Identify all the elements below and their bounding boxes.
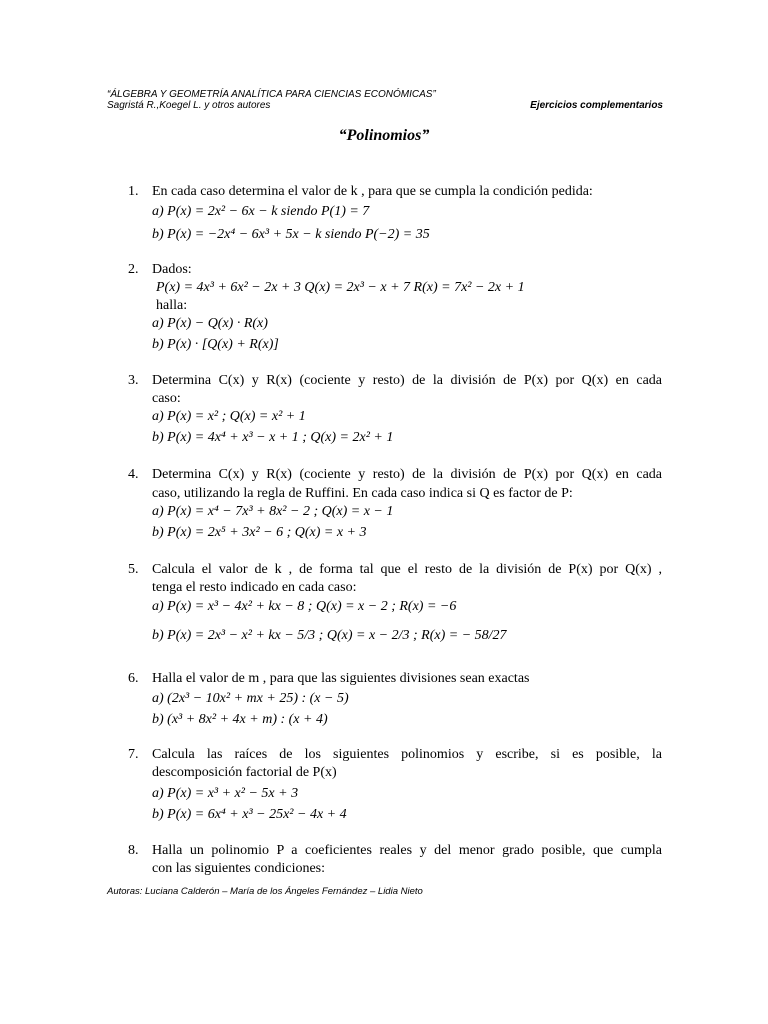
exercise-7-text-2: descomposición factorial de P(x) <box>152 765 337 780</box>
header-authors-row <box>107 100 663 111</box>
exercise-5-text-1: Calcula el valor de k , de forma tal que el resto de la división de P(x) por Q(x) , <box>152 562 662 577</box>
exercise-5-a: a) P(x) = x³ − 4x² + kx − 8 ; Q(x) = x − 2 ; R(x) = −6 <box>152 599 457 614</box>
exercise-1-b: b) P(x) = −2x⁴ − 6x³ + 5x − k siendo P(−2) = 35 <box>152 227 430 242</box>
exercise-4-number: 4. <box>128 467 139 482</box>
exercise-1-number: 1. <box>128 184 139 199</box>
exercise-4-text-1: Determina C(x) y R(x) (cociente y resto) de la división de P(x) por Q(x) en cada <box>152 467 662 482</box>
exercise-2-polys: P(x) = 4x³ + 6x² − 2x + 3 Q(x) = 2x³ − x + 7 R(x) = 7x² − 2x + 1 <box>156 280 525 295</box>
exercise-4-a: a) P(x) = x⁴ − 7x³ + 8x² − 2 ; Q(x) = x − 1 <box>152 504 394 519</box>
exercise-5-text-2: tenga el resto indicado en cada caso: <box>152 580 357 595</box>
exercise-8-number: 8. <box>128 843 139 858</box>
exercise-1-a: a) P(x) = 2x² − 6x − k siendo P(1) = 7 <box>152 204 370 219</box>
exercise-5-number: 5. <box>128 562 139 577</box>
exercise-7-b: b) P(x) = 6x⁴ + x³ − 25x² − 4x + 4 <box>152 807 347 822</box>
exercise-4-text-2: caso, utilizando la regla de Ruffini. En cada caso indica si Q es factor de P: <box>152 486 573 501</box>
footer-authors: Autoras: Luciana Calderón – María de los Ángeles Fernández – Lidia Nieto <box>107 886 423 897</box>
exercise-7-number: 7. <box>128 747 139 762</box>
exercise-3-b: b) P(x) = 4x⁴ + x³ − x + 1 ; Q(x) = 2x² + 1 <box>152 430 394 445</box>
exercise-1-text: En cada caso determina el valor de k , para que se cumpla la condición pedida: <box>152 184 593 199</box>
exercise-7-text-1: Calcula las raíces de los siguientes polinomios y escribe, si es posible, la <box>152 747 662 762</box>
exercise-3-a: a) P(x) = x² ; Q(x) = x² + 1 <box>152 409 306 424</box>
exercise-7-a: a) P(x) = x³ + x² − 5x + 3 <box>152 786 299 801</box>
exercise-6-a: a) (2x³ − 10x² + mx + 25) : (x − 5) <box>152 691 349 706</box>
exercise-4-b: b) P(x) = 2x⁵ + 3x² − 6 ; Q(x) = x + 3 <box>152 525 367 540</box>
exercise-6-text: Halla el valor de m , para que las siguientes divisiones sean exactas <box>152 671 530 686</box>
exercise-2-number: 2. <box>128 262 139 277</box>
exercise-2-b: b) P(x) · [Q(x) + R(x)] <box>152 337 279 352</box>
page-title: “Polinomios” <box>338 127 430 144</box>
header-authors: Sagristá R.,Koegel L. y otros autores <box>107 100 271 111</box>
exercise-5-b: b) P(x) = 2x³ − x² + kx − 5/3 ; Q(x) = x − 2/3 ; R(x) = − 58/27 <box>152 628 507 643</box>
exercise-3-number: 3. <box>128 373 139 388</box>
header-section: Ejercicios complementarios <box>530 100 663 111</box>
exercise-6-number: 6. <box>128 671 139 686</box>
exercise-8-text-1: Halla un polinomio P a coeficientes reales y del menor grado posible, que cumpla <box>152 843 662 858</box>
exercise-8-text-2: con las siguientes condiciones: <box>152 861 326 876</box>
exercise-2-halla: halla: <box>156 298 188 313</box>
exercise-2-text: Dados: <box>152 262 192 277</box>
exercise-3-text-2: caso: <box>152 391 181 406</box>
exercise-3-text-1: Determina C(x) y R(x) (cociente y resto) de la división de P(x) por Q(x) en cada <box>152 373 662 388</box>
exercise-2-a: a) P(x) − Q(x) · R(x) <box>152 316 268 331</box>
header-book-title: “ÁLGEBRA Y GEOMETRÍA ANALÍTICA PARA CIENCIAS ECONÓMICAS” <box>107 89 436 100</box>
exercise-6-b: b) (x³ + 8x² + 4x + m) : (x + 4) <box>152 712 328 727</box>
